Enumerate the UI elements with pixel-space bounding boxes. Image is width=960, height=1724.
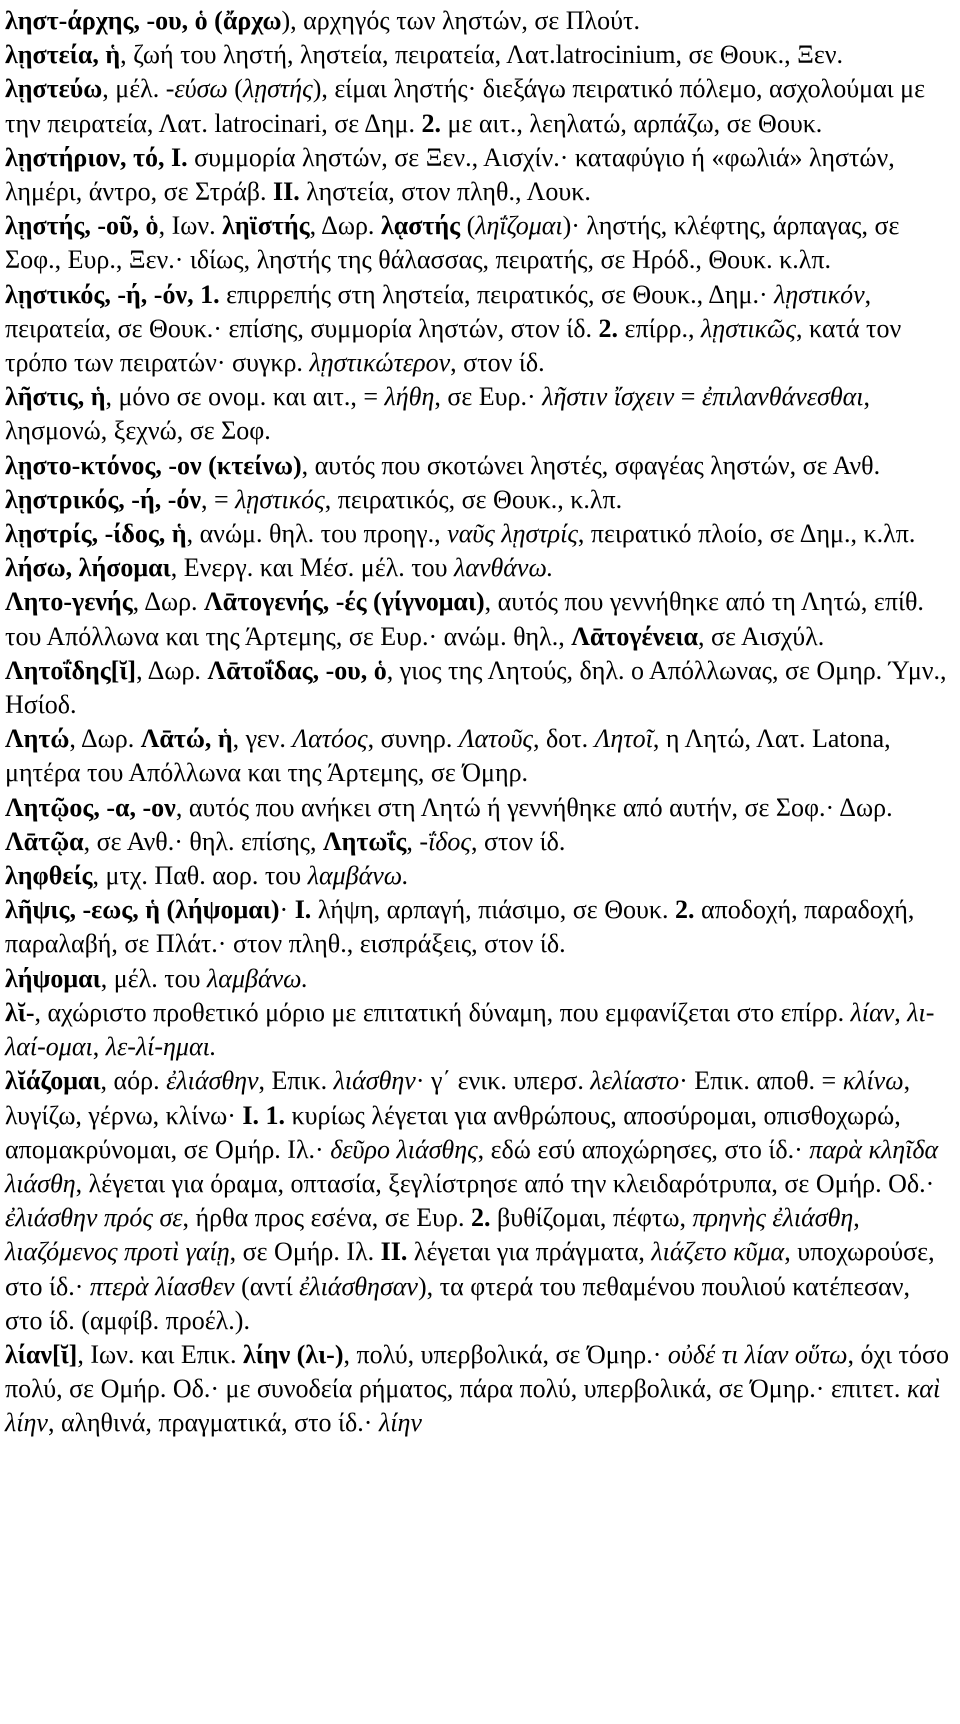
entry-text: , αυτός που ανήκει στη Λητώ ή γεννήθηκε από αυτήν, σε Σοφ.· Δωρ. bbox=[175, 792, 893, 822]
entry-text: βυθίζομαι, πέφτω, bbox=[490, 1203, 693, 1233]
dictionary-entry bbox=[5, 996, 952, 1064]
dictionary-entry bbox=[5, 1338, 952, 1441]
entry-italic-form: ναῦς λῃστρίς bbox=[447, 519, 578, 549]
dictionary-entry bbox=[5, 517, 952, 551]
entry-text: επιρρεπής στη ληστεία, πειρατικός, σε Θουκ., Δημ.· bbox=[219, 279, 775, 309]
entry-italic-form: -ΐδος bbox=[419, 826, 471, 856]
entry-headword: Λητῷος, -α, -ον bbox=[5, 792, 176, 822]
dictionary-entry bbox=[5, 585, 952, 653]
entry-text: , μέλ. του bbox=[100, 963, 208, 993]
entry-italic-form: ἐπιλανθάνεσθαι bbox=[701, 382, 864, 412]
entry-text: , ανώμ. θηλ. του προηγ., bbox=[186, 519, 448, 549]
entry-text: , λησμονώ, ξεχνώ, σε Σοφ. bbox=[5, 382, 871, 446]
entry-text: , πειρατεία, σε Θουκ.· επίσης, συμμορία ληστών, στον ίδ. bbox=[5, 279, 872, 343]
entry-text: , Ιων. bbox=[158, 211, 223, 241]
entry-headword: λίην (λι-) bbox=[242, 1339, 344, 1369]
entry-headword: λῃστρίς, -ίδος, ἡ bbox=[5, 519, 187, 549]
entry-headword: Λητοΐδης[ῐ] bbox=[5, 655, 137, 685]
entry-text: , αυτός που γεννήθηκε από τη Λητώ, επίθ. του Απόλλωνα και της Άρτεμης, σε Ευρ.· ανώμ. θηλ., bbox=[5, 587, 924, 651]
entry-italic-form: ἐλιάσθην πρός σε bbox=[5, 1203, 183, 1233]
entry-headword: I. bbox=[294, 895, 312, 925]
entry-headword: II. bbox=[380, 1237, 408, 1267]
dictionary-entry bbox=[5, 791, 952, 859]
entry-italic-form: πτερὰ λίασθεν bbox=[89, 1271, 235, 1301]
entry-text: , στον ίδ. bbox=[470, 826, 566, 856]
dictionary-entry bbox=[5, 551, 952, 585]
entry-text: , bbox=[853, 1203, 860, 1233]
entry-headword: λῐ- bbox=[5, 997, 35, 1027]
entry-italic-form: λῃστικόν bbox=[774, 279, 865, 309]
dictionary-entry bbox=[5, 893, 952, 961]
dictionary-entry bbox=[5, 859, 952, 893]
entry-italic-form: λαμβάνω. bbox=[207, 963, 308, 993]
entry-text: , συνηρ. bbox=[367, 724, 459, 754]
entry-text: , κατά τον τρόπο των πειρατών· συγκρ. bbox=[5, 313, 902, 378]
entry-italic-form: παρὰ κληῖδα λιάσθη bbox=[5, 1134, 939, 1198]
entry-italic-form: λῃστικώτερον bbox=[309, 348, 451, 378]
entry-text: , αληθινά, πραγματικά, στο ίδ.· bbox=[47, 1408, 379, 1438]
entry-headword: λῃστής, -οῦ, ὁ bbox=[5, 211, 159, 241]
entry-headword: Λᾱτώ, ἡ bbox=[140, 724, 233, 754]
entry-text: , γιος της Λητούς, δηλ. ο Απόλλωνας, σε Ομηρ. Ύμν., Ησίοδ. bbox=[5, 655, 947, 720]
entry-text: , Επικ. bbox=[258, 1066, 334, 1096]
entry-italic-form: ληΐζομαι bbox=[475, 211, 563, 241]
entry-text: , δοτ. bbox=[532, 724, 595, 754]
entry-text: κυρίως λέγεται για ανθρώπους, αποσύρομαι, οπισθοχωρώ, απομακρύνομαι, σε Ομήρ. Ιλ.· bbox=[5, 1100, 901, 1164]
entry-headword: λῆψις, -εως, ἡ (λήψομαι) bbox=[5, 895, 280, 925]
entry-text: , αόρ. bbox=[100, 1066, 167, 1096]
entry-text: , Δωρ. bbox=[69, 724, 141, 754]
entry-italic-form: λῃστής bbox=[242, 74, 313, 104]
entry-text: , σε Ομήρ. Ιλ. bbox=[229, 1237, 381, 1267]
entry-italic-form: ἐλιάσθησαν bbox=[299, 1271, 418, 1301]
dictionary-entry bbox=[5, 483, 952, 517]
dictionary-entry bbox=[5, 209, 952, 277]
entry-text: , λέγεται για όραμα, οπτασία, ξεγλίστρησε από την κλειδαρότρυπα, σε Ομήρ. Οδ.· bbox=[75, 1168, 935, 1198]
entry-headword: 2. bbox=[421, 108, 441, 138]
entry-text: ), είμαι ληστής· διεξάγω πειρατικό πόλεμο, ασχολούμαι με την πειρατεία, Λατ. latrocinari, σε Δημ. bbox=[5, 74, 926, 138]
entry-text: · Επικ. αποθ. = bbox=[679, 1066, 843, 1096]
entry-text: , ζωή του ληστή, ληστεία, πειρατεία, Λατ.latrocinium, σε Θουκ., Ξεν. bbox=[120, 40, 844, 70]
entry-italic-form: λαμβάνω. bbox=[307, 861, 409, 891]
dictionary-entry bbox=[5, 722, 952, 790]
dictionary-entry bbox=[5, 1064, 952, 1338]
dictionary-entry bbox=[5, 962, 952, 996]
entry-text: , bbox=[406, 826, 420, 856]
entry-headword: ληϊστής bbox=[222, 211, 310, 241]
entry-headword: 2. bbox=[470, 1203, 491, 1233]
entry-text: , μτχ. Παθ. αορ. του bbox=[92, 861, 308, 891]
entry-italic-form: λίαν bbox=[850, 997, 895, 1027]
entry-headword: λήψομαι bbox=[5, 963, 101, 993]
entry-headword: ληφθείς bbox=[5, 861, 93, 891]
entry-text: , Δωρ. bbox=[136, 655, 208, 685]
entry-text: , γεν. bbox=[232, 724, 293, 754]
entry-headword: Λᾱτογενής, -ές (γίγνομαι) bbox=[204, 587, 485, 617]
entry-text: , στον ίδ. bbox=[450, 348, 545, 378]
dictionary-entry bbox=[5, 380, 952, 448]
entry-headword: Λᾱτῷα bbox=[5, 826, 84, 856]
entry-text: λέγεται για πράγματα, bbox=[407, 1237, 652, 1267]
entry-italic-form: Λατόος bbox=[292, 724, 368, 754]
entry-headword: (ἄρχω bbox=[207, 6, 282, 35]
entry-text: ληστεία, στον πληθ., Λουκ. bbox=[299, 177, 591, 207]
entry-text: )· ληστής, κλέφτης, άρπαγας, σε Σοφ., Ευρ., Ξεν.· ιδίως, ληστής της θάλασσας, πειρατής, σε Ηρόδ., Θουκ. κ.λπ. bbox=[5, 211, 900, 275]
entry-italic-form: δεῦρο λιάσθης bbox=[330, 1134, 478, 1164]
entry-headword: λῃστήριον, τό, I. bbox=[5, 142, 188, 172]
entry-headword: λήσω, λήσομαι bbox=[5, 553, 171, 583]
entry-headword: Λητο-γενής bbox=[5, 587, 133, 617]
entry-text: , Δωρ. bbox=[132, 587, 205, 617]
entry-italic-form: Λητοῖ bbox=[594, 724, 653, 754]
dictionary-entry bbox=[5, 278, 952, 381]
entry-text: , σε Αισχύλ. bbox=[697, 621, 825, 651]
dictionary-entry bbox=[5, 654, 952, 722]
entry-italic-form: λίην bbox=[378, 1408, 422, 1438]
entry-text: , η Λητώ, Λατ. Latona, μητέρα του Απόλλωνα και της Άρτεμης, σε Όμηρ. bbox=[5, 724, 891, 788]
entry-italic-form: πρηνὴς ἐλιάσθη bbox=[692, 1203, 854, 1233]
entry-italic-form: λε-λί-ημαι. bbox=[105, 1032, 217, 1062]
dictionary-entry bbox=[5, 72, 952, 140]
entry-headword: 2. bbox=[674, 895, 695, 925]
entry-text: , πειρατικός, σε Θουκ., κ.λπ. bbox=[324, 484, 623, 514]
entry-text: , = bbox=[201, 484, 236, 514]
entry-text: , σε Ευρ.· bbox=[434, 382, 543, 412]
entry-italic-form: εύσω bbox=[174, 74, 228, 104]
entry-italic-form: λιαζόμενος προτὶ γαίῃ bbox=[5, 1237, 230, 1267]
entry-headword: λῃστικός, -ή, -όν, 1. bbox=[5, 279, 220, 309]
entry-text: ), αρχηγός των ληστών, σε Πλούτ. bbox=[281, 6, 640, 35]
entry-headword: λῆστις, ἡ bbox=[5, 382, 106, 412]
entry-headword: λῃστεία, ἡ bbox=[5, 40, 121, 70]
entry-text: , όχι τόσο πολύ, σε Ομήρ. Οδ.· με συνοδεία ρήματος, πάρα πολύ, υπερβολικά, σε Όμηρ.· επιτετ. bbox=[5, 1339, 949, 1404]
entry-text: , ήρθα πρoς εσένα, σε Ευρ. bbox=[182, 1203, 471, 1233]
entry-headword: λῐάζομαι bbox=[5, 1066, 101, 1096]
entry-headword: II. bbox=[272, 177, 300, 207]
entry-italic-form: λῆστιν ἴσχειν bbox=[542, 382, 675, 412]
entry-text: αποδοχή, παραδοχή, παραλαβή, σε Πλάτ.· στον πληθ., εισπράξεις, στον ίδ. bbox=[5, 895, 915, 959]
entry-text: ( bbox=[227, 74, 243, 104]
entry-text: , πολύ, υπερβολικά, σε Όμηρ.· bbox=[343, 1339, 668, 1369]
entry-headword: 2. bbox=[598, 313, 619, 343]
entry-text: , Ιων. και Επικ. bbox=[77, 1339, 243, 1369]
entry-text: , σε Ανθ.· θηλ. επίσης, bbox=[83, 826, 323, 856]
entry-italic-form: λελίαστο bbox=[590, 1066, 680, 1096]
entry-italic-form: λήθη bbox=[384, 382, 435, 412]
entry-text: συμμορία ληστών, σε Ξεν., Αισχίν.· καταφύγιο ή «φωλιά» ληστών, λημέρι, άντρο, σε Στράβ. bbox=[5, 142, 895, 207]
entry-headword: ληστ-άρχης, -ου, ὁ bbox=[5, 6, 208, 35]
dictionary-entry bbox=[5, 38, 952, 72]
entry-italic-form: λιάσθην bbox=[333, 1066, 416, 1096]
entry-headword: λῃστο-κτόνος, -ον (κτείνω) bbox=[5, 450, 302, 480]
entry-text: με αιτ., λεηλατώ, αρπάζω, σε Θουκ. bbox=[441, 108, 823, 138]
entry-text: λήψη, αρπαγή, πιάσιμο, σε Θουκ. bbox=[311, 895, 675, 925]
entry-text: , πειρατικό πλοίο, σε Δημ., κ.λπ. bbox=[577, 519, 916, 549]
entry-italic-form: Λατοῦς bbox=[458, 724, 533, 754]
entry-italic-form: καὶ λίην bbox=[5, 1374, 941, 1438]
entry-italic-form: οὐδέ τι λίαν οὕτω bbox=[667, 1339, 848, 1369]
entry-text: , μόνο σε ονομ. και αιτ., = bbox=[105, 382, 385, 412]
entry-headword: Λητωΐς bbox=[322, 826, 407, 856]
entry-italic-form: λῃστικός bbox=[235, 484, 325, 514]
entry-text: , bbox=[894, 997, 908, 1027]
entry-italic-form: κλίνω bbox=[842, 1066, 904, 1096]
entry-headword: I. 1. bbox=[242, 1100, 286, 1130]
entry-text: , εδώ εσύ αποχώρησες, στο ίδ.· bbox=[477, 1134, 810, 1164]
dictionary-entry bbox=[5, 4, 952, 38]
entry-italic-form: λῃστικῶς bbox=[701, 313, 796, 343]
entry-italic-form: λιάζετο κῦμα bbox=[651, 1237, 785, 1267]
entry-text: , αυτός που σκοτώνει ληστές, σφαγέας ληστών, σε Ανθ. bbox=[301, 450, 881, 480]
entry-text: , Δωρ. bbox=[309, 211, 381, 241]
entry-text: ( bbox=[460, 211, 476, 241]
entry-italic-form: ἐλιάσθην bbox=[166, 1066, 259, 1096]
entry-text: , bbox=[92, 1032, 106, 1062]
entry-text: , Ενεργ. και Μέσ. μέλ. του bbox=[170, 553, 455, 583]
entry-headword: λᾳστής bbox=[380, 211, 461, 241]
entry-headword: Λητώ bbox=[5, 724, 70, 754]
entry-headword: λῃστρικός, -ή, -όν bbox=[5, 484, 201, 514]
entry-text: , αχώριστο προθετικό μόριο με επιτατική δύναμη, που εμφανίζεται στο επίρρ. bbox=[34, 997, 851, 1027]
entry-headword: λίαν[ῐ] bbox=[5, 1339, 78, 1369]
entry-italic-form: λι-λαί-ομαι bbox=[5, 997, 935, 1062]
entry-text: = bbox=[674, 382, 702, 412]
dictionary-entry bbox=[5, 141, 952, 209]
entry-headword: Λᾱτοΐδας, -ου, ὁ bbox=[207, 655, 387, 685]
entry-italic-form: λανθάνω. bbox=[454, 553, 554, 583]
entry-text: , μέλ. - bbox=[102, 74, 175, 104]
entry-text: · γ΄ ενικ. υπερσ. bbox=[415, 1066, 591, 1096]
entry-text: (αντί bbox=[234, 1271, 300, 1301]
entry-text: επίρρ., bbox=[618, 313, 702, 343]
entry-text: · bbox=[279, 895, 295, 925]
entry-text: ), τα φτερά του πεθαμένου πουλιού κατέπεσαν, στο ίδ. (αμφίβ. προέλ.). bbox=[5, 1271, 911, 1335]
dictionary-entry bbox=[5, 449, 952, 483]
entry-text: , λυγίζω, γέρνω, κλίνω· bbox=[5, 1066, 911, 1130]
entry-headword: Λᾱτογένεια bbox=[571, 621, 698, 651]
entry-text: , υποχωρούσε, στο ίδ.· bbox=[5, 1237, 935, 1301]
entry-headword: λῃστεύω bbox=[5, 74, 103, 104]
